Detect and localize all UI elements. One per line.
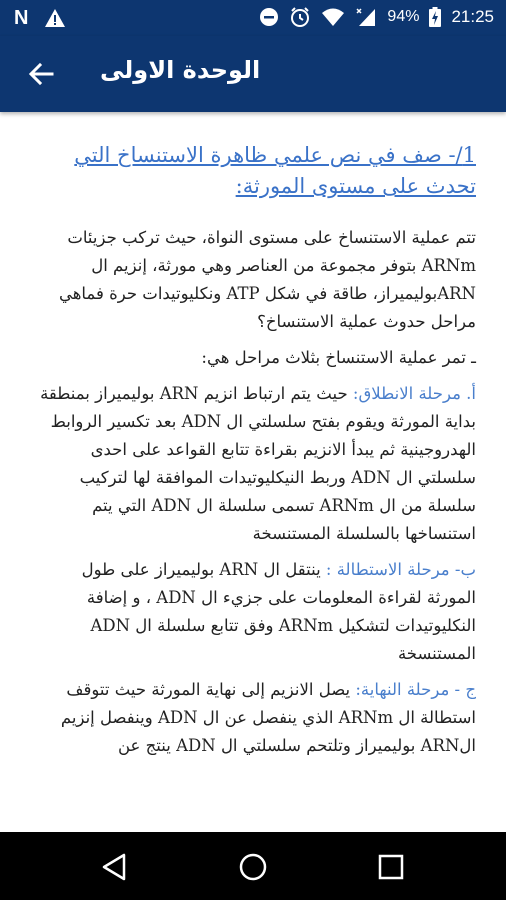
stage-1-label: أ. مرحلة الانطلاق:: [352, 384, 476, 403]
stage-2-text: ينتقل ال ARN بوليميراز على طول المورثة لقراءة المعلومات على جزيء ال ADN ، و إضافة النكليوتيدات لتشكيل ARNm وفق تتابع سلسلة ال ADN المستنسخة: [81, 560, 476, 663]
status-system: [259, 6, 494, 28]
wifi-icon: [321, 7, 345, 27]
home-circle-icon[interactable]: [238, 852, 268, 882]
status-bar: [0, 0, 506, 36]
stage-1-paragraph: [28, 380, 476, 548]
stage-3-text: يصل الانزيم إلى نهاية المورثة حيث تتوقف استطالة ال ARNm الذي ينفصل عن ال ADN وينفصل إنزيم الARN بوليميراز وتلتحم سلسلتي ال ADN ينتج عن: [60, 680, 476, 755]
do-not-disturb-icon: [259, 7, 279, 27]
stage-2-label: ب- مرحلة الاستطالة :: [325, 560, 476, 579]
recents-square-icon[interactable]: [376, 852, 406, 882]
stage-2-paragraph: [28, 556, 476, 668]
app-bar: [0, 36, 506, 112]
lesson-content[interactable]: [0, 140, 506, 830]
question-link[interactable]: 1/- صف في نص علمي ظاهرة الاستنساخ التي تحدث على مستوى المورثة:: [74, 143, 476, 198]
battery-charging-icon: [429, 7, 441, 27]
clock: 21:25: [451, 7, 494, 26]
page-title: الوحدة الاولى: [100, 56, 261, 84]
stage-1-text: حيث يتم ارتباط انزيم ARN بوليميراز بمنطقة بداية المورثة ويقوم بفتح سلسلتي ال ADN بعد تكسير الروابط الهدروجينية ثم يبدأ الانزيم بقراءة تتابع القواعد على احدى سلسلتي ال ADN وربط النيكليوتيدات الموافقة لها لتركيب سلسلة من ال ARNm تسمى سلسلة ال ADN التي يتم استنساخها بالسلسلة المستنسخة: [40, 384, 476, 543]
back-triangle-icon[interactable]: [100, 852, 130, 882]
warning-icon: [44, 8, 66, 28]
stage-3-paragraph: [28, 676, 476, 760]
stage-3-label: ج - مرحلة النهاية:: [355, 680, 476, 699]
n-notification-icon: N: [14, 7, 29, 29]
signal-icon: [355, 7, 377, 27]
back-arrow-icon[interactable]: [24, 56, 60, 92]
system-nav-bar: [0, 832, 506, 900]
stages-intro: ـ تمر عملية الاستنساخ بثلاث مراحل هي:: [201, 348, 476, 367]
alarm-icon: [289, 6, 311, 28]
status-notifications: [14, 7, 66, 29]
battery-percent: 94%: [387, 8, 420, 25]
intro-paragraph: تتم عملية الاستنساخ على مستوى النواة، حيث تركب جزيئات ARNm بتوفر مجموعة من العناصر وهي مورثة، إنزيم ال ARNبوليميراز، طاقة في شكل ATP ونكليوتيدات حرة فماهي مراحل حدوث عملية الاستنساخ؟: [58, 228, 476, 331]
